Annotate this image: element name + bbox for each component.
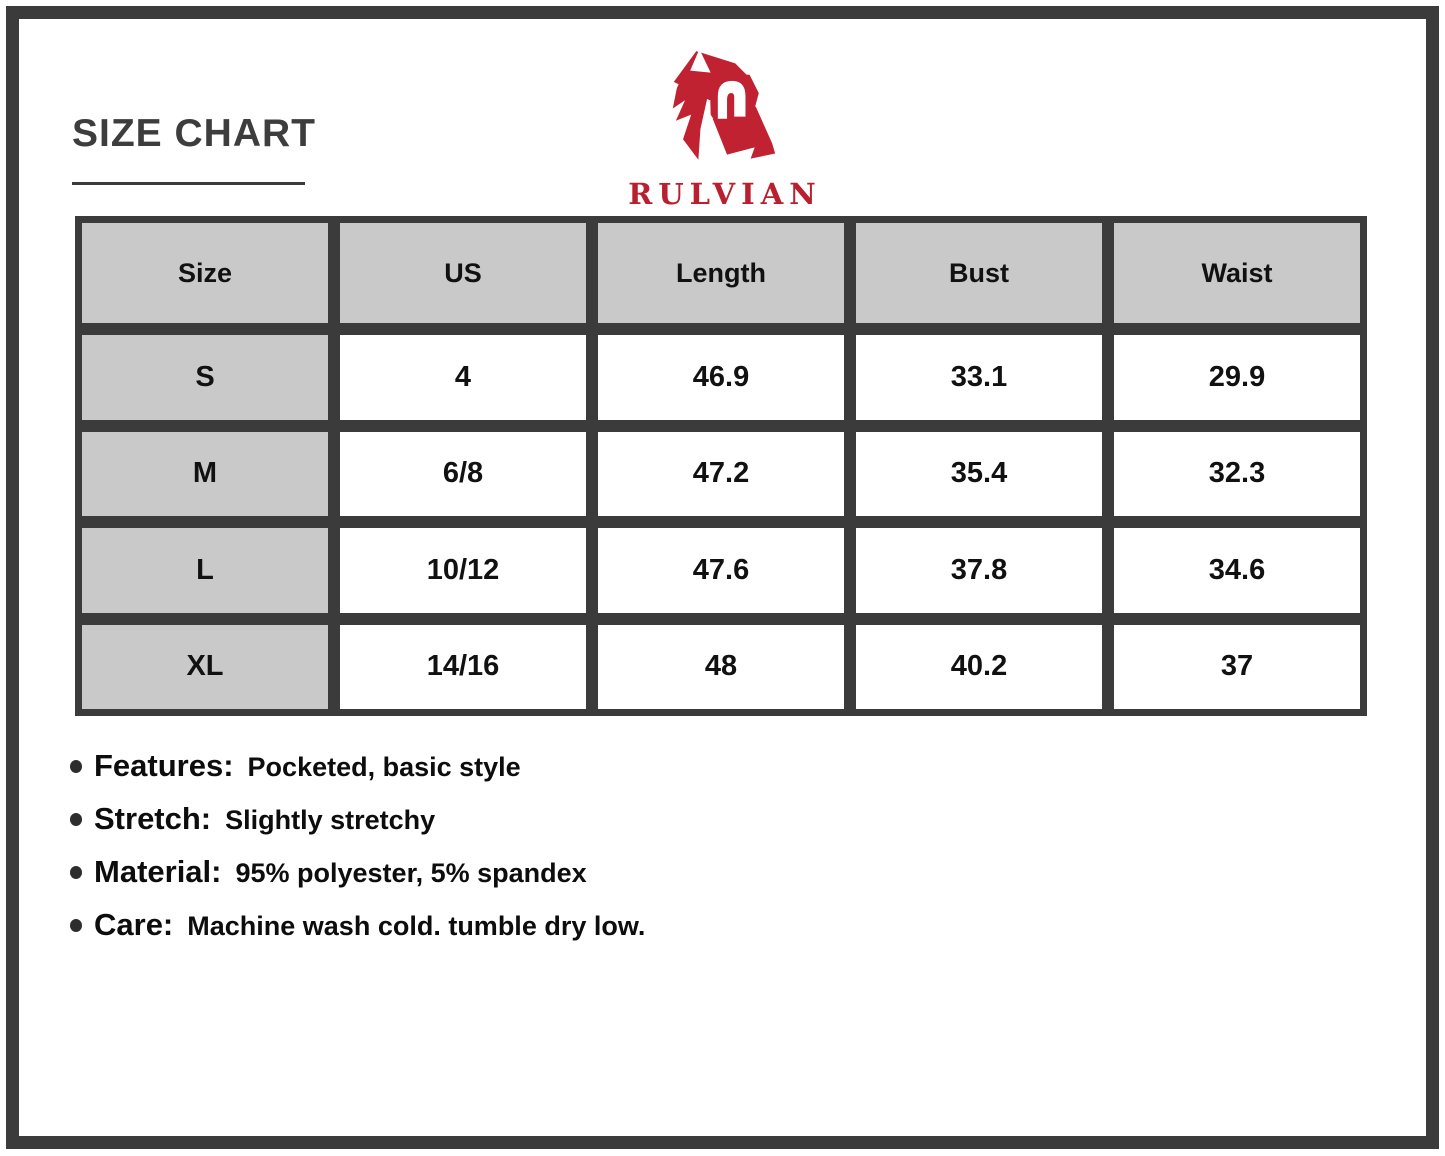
title-underline	[72, 182, 305, 185]
table-header-cell: Waist	[1114, 223, 1360, 323]
table-value-cell: 40.2	[856, 625, 1102, 710]
table-value-cell: 10/12	[340, 528, 586, 613]
bullet-icon	[70, 813, 82, 826]
detail-item-care	[70, 907, 645, 943]
table-value-cell: 29.9	[1114, 335, 1360, 420]
detail-value: Pocketed, basic style	[247, 752, 521, 782]
table-value-cell: 37	[1114, 625, 1360, 710]
table-header-cell: Bust	[856, 223, 1102, 323]
product-details-list	[70, 748, 645, 960]
bullet-icon	[70, 919, 82, 932]
size-chart-table	[75, 216, 1367, 716]
table-value-cell: 32.3	[1114, 432, 1360, 517]
detail-value: Machine wash cold. tumble dry low.	[187, 911, 646, 941]
bullet-icon	[70, 866, 82, 879]
table-value-cell: 37.8	[856, 528, 1102, 613]
detail-item-material	[70, 854, 645, 890]
table-size-cell: L	[82, 528, 328, 613]
detail-value: 95% polyester, 5% spandex	[235, 858, 587, 888]
table-value-cell: 47.6	[598, 528, 844, 613]
detail-label: Features:	[94, 748, 234, 783]
table-value-cell: 33.1	[856, 335, 1102, 420]
table-header-cell: Size	[82, 223, 328, 323]
table-value-cell: 48	[598, 625, 844, 710]
table-size-cell: XL	[82, 625, 328, 710]
bullet-icon	[70, 760, 82, 773]
rulvian-logo-r-icon	[650, 45, 800, 173]
brand-name: RULVIAN	[628, 177, 822, 211]
table-value-cell: 14/16	[340, 625, 586, 710]
detail-value: Slightly stretchy	[225, 805, 436, 835]
table-header-cell: Length	[598, 223, 844, 323]
table-header-cell: US	[340, 223, 586, 323]
detail-label: Stretch:	[94, 801, 212, 836]
table-value-cell: 46.9	[598, 335, 844, 420]
brand-logo	[600, 45, 850, 211]
detail-label: Care:	[94, 907, 174, 942]
table-value-cell: 47.2	[598, 432, 844, 517]
table-value-cell: 4	[340, 335, 586, 420]
detail-item-stretch	[70, 801, 645, 837]
detail-item-features	[70, 748, 645, 784]
table-value-cell: 34.6	[1114, 528, 1360, 613]
table-value-cell: 35.4	[856, 432, 1102, 517]
page-title: SIZE CHART	[72, 112, 316, 155]
detail-label: Material:	[94, 854, 222, 889]
table-size-cell: M	[82, 432, 328, 517]
table-size-cell: S	[82, 335, 328, 420]
table-value-cell: 6/8	[340, 432, 586, 517]
